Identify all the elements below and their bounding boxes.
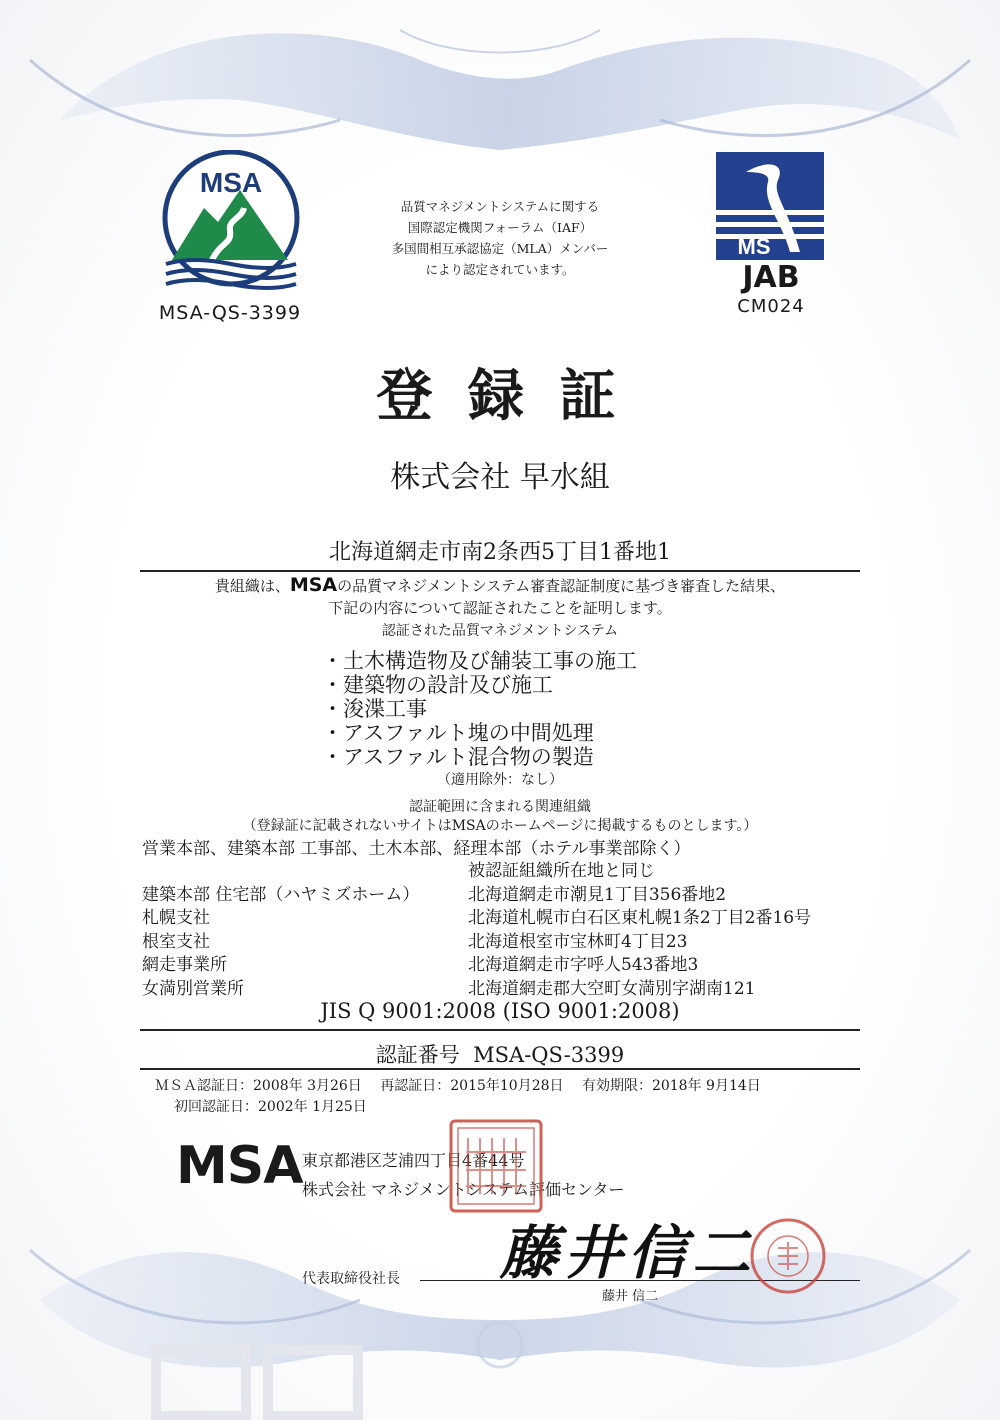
representative-stamp [748,1216,828,1296]
issuer-address: 東京都港区芝浦四丁目4番44号 [302,1151,525,1170]
company-seal [448,1118,544,1214]
first-cert-date: 初回認証日：2002年 1月25日 [174,1099,367,1115]
org-main: 営業本部、建築本部 工事部、土木本部、経理本部（ホテル事業部除く） [142,839,691,859]
statement-suffix: の品質マネジメントシステム審査認証制度に基づき審査した結果、 [337,577,786,595]
divider [140,1068,860,1070]
certificate-number-block [250,1039,750,1069]
site-name: 網走事業所 [142,955,227,975]
exclusion-note: （適用除外：なし） [437,772,563,788]
site-name: 札幌支社 [142,908,210,928]
certificate-title: 登 録 証 [376,363,624,429]
signatory-title: 代表取締役社長 [302,1271,400,1287]
site-name: 根室支社 [142,932,210,952]
scope-heading: 認証された品質マネジメントシステム [381,623,619,639]
jab-text: JAB [742,260,800,295]
copy-watermark [150,1340,370,1420]
statement-prefix: 貴組織は、 [214,577,290,595]
jab-ms-text: MS [737,234,771,259]
site-name: 女満別営業所 [142,979,244,999]
site-address: 北海道札幌市白石区東札幌1条2丁目2番16号 [468,908,812,928]
service-item: ・建築物の設計及び施工 [322,673,553,697]
printed-name: 藤井 信二 [602,1289,659,1304]
related-heading: 認証範囲に含まれる関連組織 [409,799,591,815]
issuer-name: 株式会社 マネジメントシステム評価センター [302,1180,625,1199]
certification-statement [140,574,860,619]
divider [140,1029,860,1031]
iaf-line: により認定されています。 [425,262,575,277]
msa-logo-text: MSA [199,167,263,198]
msa-code: MSA-QS-3399 [158,302,302,324]
jab-code: CM024 [737,296,805,317]
iaf-note [340,196,660,280]
iaf-line: 国際認定機関フォーラム（IAF） [407,220,593,235]
signature: 藤井信二 [500,1219,757,1287]
company-address: 北海道網走市南2条西5丁目1番地1 [329,540,671,565]
service-item: ・浚渫工事 [322,697,427,721]
iaf-line: 多国間相互承認協定（MLA）メンバー [391,241,609,256]
site-address: 北海道網走市潮見1丁目356番地2 [468,885,727,905]
cert-number-label: 認証番号 [375,1043,460,1067]
msa-accreditation-logo [152,150,310,300]
related-note: （登録証に記載されないサイトはMSAのホームページに掲載するものとします。） [242,818,758,834]
site-address: 北海道根室市宝林町4丁目23 [468,932,688,952]
site-name: 建築本部 住宅部（ハヤミズホーム） [142,885,420,905]
service-item: ・アスファルト混合物の製造 [322,745,594,769]
issuer-logo: MSA [176,1136,303,1196]
company-name: 株式会社 早水組 [390,460,610,495]
service-item: ・アスファルト塊の中間処理 [322,721,594,745]
site-address: 北海道網走市字呼人543番地3 [468,955,699,975]
statement-brand: MSA [289,574,338,596]
cert-dates: ＭＳＡ認証日：2008年 3月26日 再認証日：2015年10月28日 有効期限：2018年 9月14日 [155,1078,761,1094]
service-item: ・土木構造物及び舗装工事の施工 [322,649,637,673]
iaf-line: 品質マネジメントシステムに関する [400,199,600,214]
jab-logo [716,152,826,262]
standard: JIS Q 9001:2008 (ISO 9001:2008) [320,999,680,1023]
divider [140,570,860,572]
org-main-location: 被認証組織所在地と同じ [468,861,655,881]
statement-line2: 下記の内容について認証されたことを証明します。 [328,599,672,617]
site-address: 北海道網走郡大空町女満別字湖南121 [468,979,756,999]
cert-number: MSA-QS-3399 [473,1043,625,1067]
